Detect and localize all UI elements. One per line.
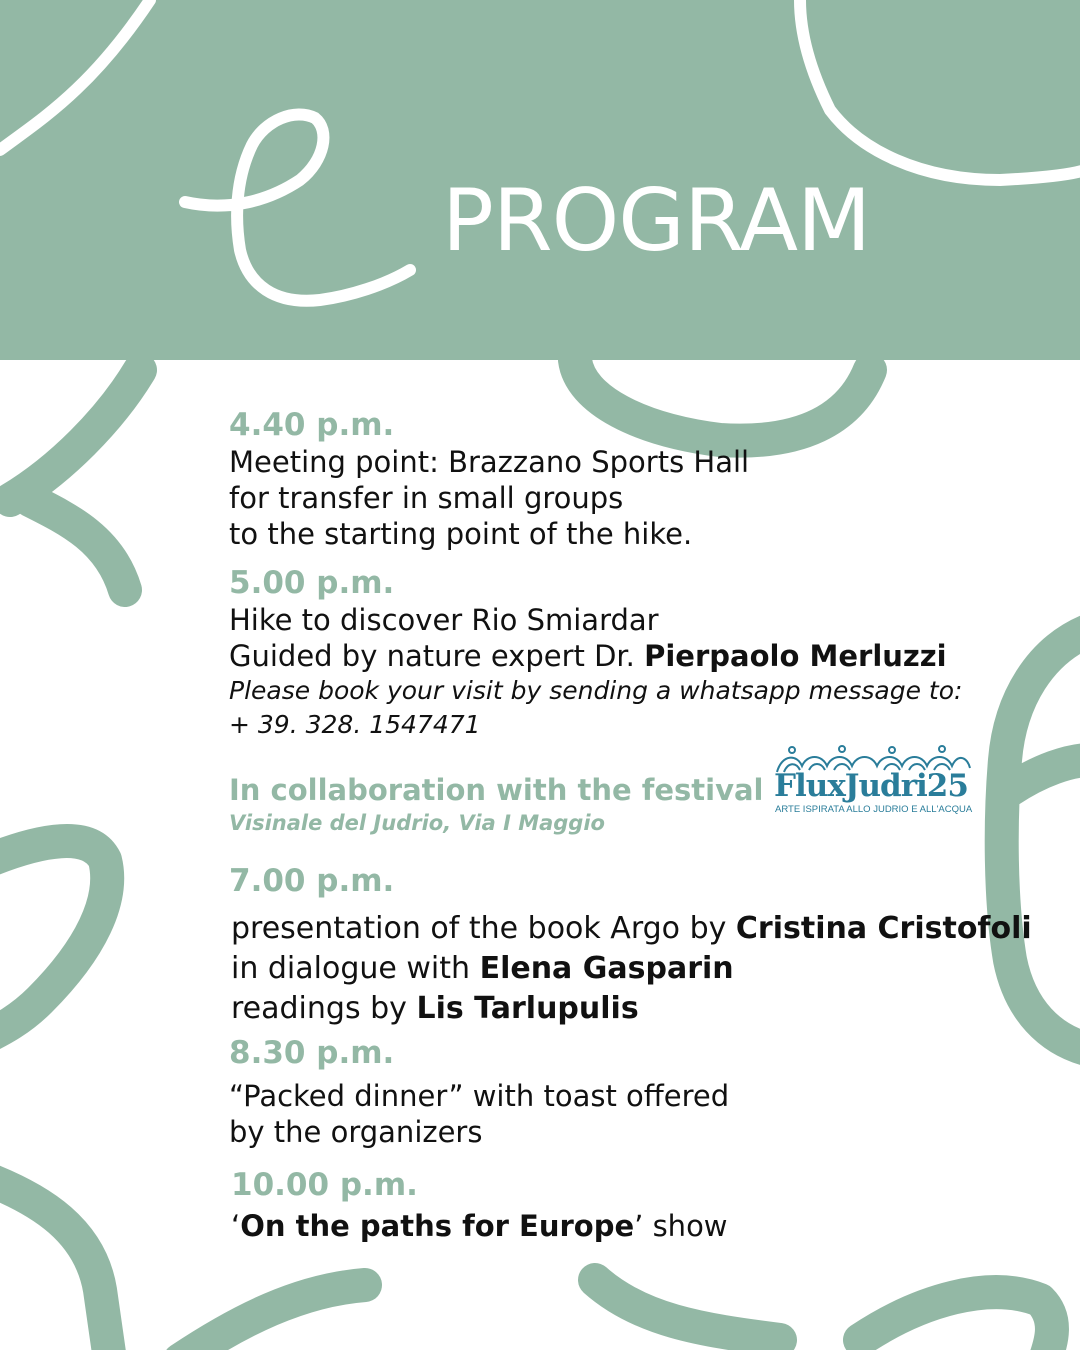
- event-2: [229, 564, 962, 742]
- event-4: [229, 1034, 394, 1072]
- page-title: PROGRAM: [442, 171, 871, 271]
- event-text: ‘: [231, 1209, 241, 1243]
- event-time: 4.40 p.m.: [229, 407, 395, 443]
- event-text: Guided by nature expert Dr.: [229, 639, 645, 673]
- event-5: [231, 1166, 728, 1244]
- author-name: Cristina Cristofoli: [735, 911, 1032, 946]
- left-squiggle: [10, 370, 140, 590]
- event-line: Meeting point: Brazzano Sports Hall: [229, 445, 750, 479]
- booking-note: Please book your visit by sending a whatsapp message to:: [229, 676, 963, 705]
- logo-tagline: ARTE ISPIRATA ALLO JUDRIO E ALL'ACQUA: [775, 804, 973, 815]
- fluxjudri-logo: [772, 744, 973, 815]
- logo-name: FluxJudri25: [774, 768, 968, 804]
- event-3: [229, 862, 394, 900]
- event-time: 10.00 p.m.: [231, 1167, 418, 1203]
- show-title: On the paths for Europe: [240, 1209, 635, 1243]
- event-line: for transfer in small groups: [229, 481, 624, 515]
- event-line: “Packed dinner” with toast offered: [229, 1079, 730, 1113]
- collaboration-location: Visinale del Judrio, Via I Maggio: [229, 811, 605, 835]
- event-time: 5.00 p.m.: [229, 565, 395, 601]
- collaboration-title: In collaboration with the festival: [229, 773, 764, 807]
- collaboration: [229, 772, 764, 838]
- booking-phone[interactable]: + 39. 328. 1547471: [229, 710, 481, 739]
- event-line: Hike to discover Rio Smiardar: [229, 603, 659, 637]
- event-text: ’ show: [634, 1209, 728, 1243]
- event-3-details: [231, 909, 1032, 1029]
- event-text: in dialogue with: [231, 951, 480, 986]
- event-1: [229, 406, 749, 552]
- lower-left-loop: [0, 841, 107, 1035]
- guide-name: Pierpaolo Merluzzi: [644, 639, 947, 673]
- bottom-left-stroke: [180, 1285, 365, 1350]
- moderator-name: Elena Gasparin: [479, 951, 734, 986]
- event-line: [231, 1208, 728, 1244]
- event-text: presentation of the book Argo by: [231, 911, 736, 946]
- event-line: [231, 949, 1032, 989]
- bottom-left-curve: [0, 1180, 110, 1350]
- event-line: [229, 638, 962, 674]
- event-line: to the starting point of the hike.: [229, 517, 693, 551]
- event-time: 8.30 p.m.: [229, 1035, 395, 1071]
- event-line: [231, 989, 1032, 1029]
- event-text: readings by: [231, 991, 417, 1026]
- bottom-right-curve: [595, 1280, 1052, 1350]
- reader-name: Lis Tarlupulis: [416, 991, 639, 1026]
- event-line: [231, 909, 1032, 949]
- event-4-details: [229, 1078, 729, 1150]
- event-line: by the organizers: [229, 1115, 483, 1149]
- event-time: 7.00 p.m.: [229, 863, 395, 899]
